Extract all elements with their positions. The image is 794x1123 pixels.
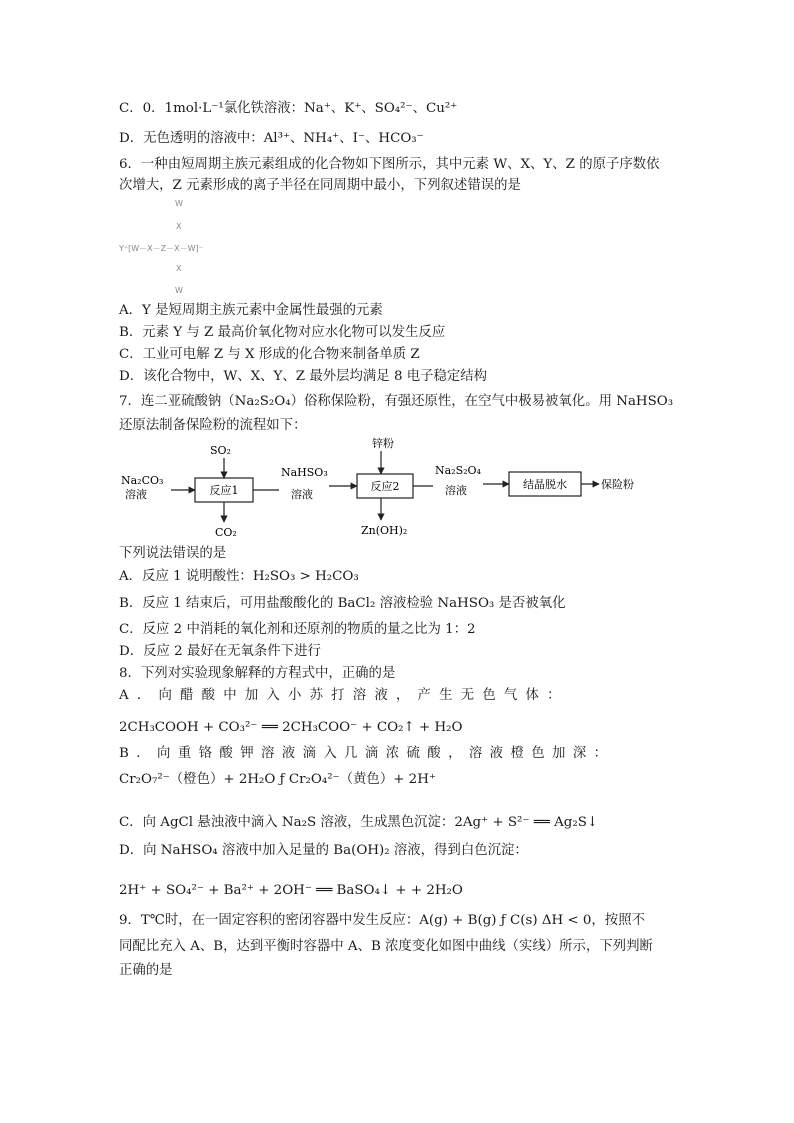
q5-option-d: D．无色透明的溶液中：Al³⁺、NH₄⁺、I⁻、HCO₃⁻	[119, 131, 424, 146]
q7-option-c: C．反应 2 中消耗的氧化剂和还原剂的物质的量之比为 1：2	[119, 622, 476, 637]
flow-input-label: Na₂CO₃	[121, 474, 164, 487]
q6-option-b: B．元素 Y 与 Z 最高价氧化物对应水化物可以发生反应	[119, 325, 446, 340]
q8-option-d-equation: 2H⁺ + SO₄²⁻ + Ba²⁺ + 2OH⁻ ══ BaSO₄↓ + + 2H₂O	[119, 883, 463, 898]
q8-option-a-equation: 2CH₃COOH + CO₃²⁻ ══ 2CH₃COO⁻ + CO₂↑ + H₂O	[119, 720, 463, 735]
q7-flow-diagram	[115, 434, 675, 544]
flow-box1-label: 反应1	[209, 484, 239, 497]
q8-option-d-text: D．向 NaHSO₄ 溶液中加入足量的 Ba(OH)₂ 溶液，得到白色沉淀：	[119, 843, 528, 858]
q8-stem: 8．下列对实验现象解释的方程式中，正确的是	[119, 666, 396, 681]
q8-option-b-text: B．向重铬酸钾溶液滴入几滴浓硫酸，溶液橙色加深：	[119, 746, 615, 761]
q7-stem-line1: 7．连二亚硫酸钠（Na₂S₂O₄）俗称保险粉，有强还原性，在空气中极易被氧化。用 NaHSO₃	[119, 394, 674, 409]
q6-stem-line2: 次增大，Z 元素形成的离子半径在同周期中最小，下列叙述错误的是	[119, 178, 521, 193]
q7-option-a: A．反应 1 说明酸性：H₂SO₃ > H₂CO₃	[119, 569, 359, 584]
struct-upper-x: X	[176, 222, 182, 231]
struct-middle-chain: Y⁺[W－X－Z－X－W]⁻	[119, 244, 203, 253]
flow-mid2-label: Na₂S₂O₄	[435, 464, 481, 477]
struct-bottom-w: W	[175, 286, 183, 295]
flow-output-label: 保险粉	[601, 478, 634, 491]
q7-stem-line2: 还原法制备保险粉的流程如下：	[119, 418, 307, 433]
q6-option-a: A．Y 是短周期主族元素中金属性最强的元素	[119, 303, 383, 318]
struct-top-w: W	[175, 199, 183, 208]
q8-option-a-text: A．向醋酸中加入小苏打溶液，产生无色气体：	[119, 688, 569, 703]
flow-mid2-sub: 溶液	[445, 484, 467, 497]
q7-option-b: B．反应 1 结束后，可用盐酸酸化的 BaCl₂ 溶液检验 NaHSO₃ 是否被氧化	[119, 596, 566, 611]
flow-box3-label: 结晶脱水	[523, 478, 567, 491]
q9-stem-line3: 正确的是	[119, 963, 173, 978]
q8-option-c: C．向 AgCl 悬浊液中滴入 Na₂S 溶液，生成黑色沉淀：2Ag⁺ + S²⁻ ══ Ag₂S↓	[119, 815, 599, 830]
q6-stem-line1: 6．一种由短周期主族元素组成的化合物如下图所示，其中元素 W、X、Y、Z 的原子序数依	[119, 157, 660, 172]
flow-mid1-sub: 溶液	[291, 488, 313, 501]
flow-zinc-label: 锌粉	[372, 437, 394, 450]
q6-option-c: C．工业可电解 Z 与 X 形成的化合物来制备单质 Z	[119, 347, 420, 362]
q8-option-b-equation: Cr₂O₇²⁻（橙色）+ 2H₂O ƒ Cr₂O₄²⁻（黄色）+ 2H⁺	[119, 772, 436, 787]
flow-mid1-label: NaHSO₃	[281, 466, 328, 479]
q5-option-c: C．0．1mol·L⁻¹氯化铁溶液：Na⁺、K⁺、SO₄²⁻、Cu²⁺	[119, 101, 458, 116]
q9-stem-line2: 同配比充入 A、B，达到平衡时容器中 A、B 浓度变化如图中曲线（实线）所示，下列判断	[119, 939, 653, 954]
q6-option-d: D．该化合物中，W、X、Y、Z 最外层均满足 8 电子稳定结构	[119, 369, 488, 384]
q7-question: 下列说法错误的是	[119, 546, 227, 561]
flow-input-sub: 溶液	[125, 488, 147, 501]
flow-co2-label: CO₂	[215, 526, 237, 539]
flow-znoh-label: Zn(OH)₂	[361, 524, 408, 537]
q7-option-d: D．反应 2 最好在无氧条件下进行	[119, 644, 321, 659]
flow-so2-label: SO₂	[210, 444, 231, 457]
q9-stem-line1: 9．T℃时，在一固定容积的密闭容器中发生反应：A(g) + B(g) ƒ C(s) ΔH < 0，按照不	[119, 913, 645, 928]
struct-lower-x: X	[176, 264, 182, 273]
flow-box2-label: 反应2	[370, 480, 400, 493]
